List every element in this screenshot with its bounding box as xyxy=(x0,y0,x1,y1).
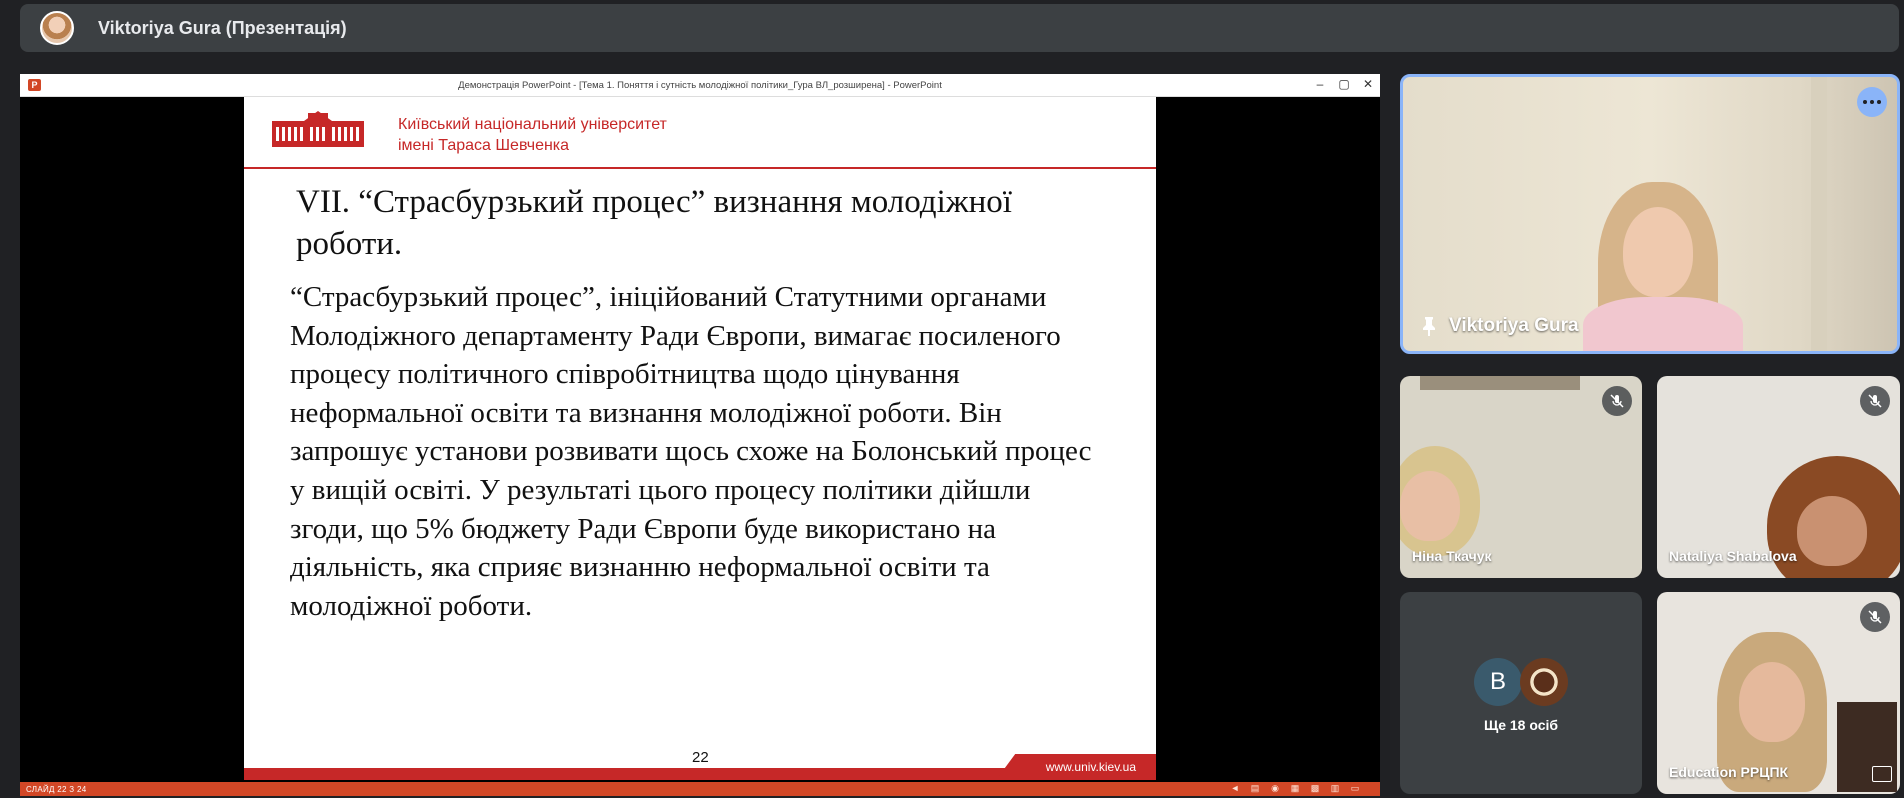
participant-face xyxy=(1623,207,1693,297)
more-options-icon[interactable] xyxy=(1857,87,1887,117)
prev-icon[interactable]: ◄ xyxy=(1230,783,1240,793)
picture-in-picture-icon[interactable] xyxy=(1872,766,1892,782)
reading-view-icon[interactable]: ▥ xyxy=(1330,783,1340,793)
participant-face xyxy=(1400,471,1460,541)
ppt-window-title: Демонстрація PowerPoint - [Тема 1. Поняття і сутність молодіжної політики_Гура ВЛ_розширена] - PowerPoint xyxy=(458,79,942,91)
minimize-button[interactable]: – xyxy=(1316,77,1324,91)
participant-tile-main[interactable] xyxy=(1400,74,1900,354)
participant-tile-education[interactable] xyxy=(1657,592,1900,794)
slideshow-icon[interactable]: ▭ xyxy=(1350,783,1360,793)
slide-footer-url: www.univ.kiev.ua xyxy=(1045,760,1136,774)
participant-tile-others[interactable] xyxy=(1400,592,1642,794)
window-frame xyxy=(1811,77,1827,354)
participant-face xyxy=(1739,662,1805,742)
window-controls xyxy=(1314,77,1374,91)
mic-off-icon xyxy=(1860,386,1890,416)
participant-tile-nina[interactable] xyxy=(1400,376,1642,578)
university-name-line2: імені Тараса Шевченка xyxy=(398,137,570,154)
participant-name: Education РРЦПК xyxy=(1669,764,1789,780)
presenter-bar xyxy=(20,4,1899,52)
ppt-titlebar xyxy=(20,74,1380,97)
ppt-statusbar xyxy=(20,782,1380,796)
powerpoint-icon: P xyxy=(28,79,41,91)
participant-face xyxy=(1797,496,1867,566)
participant-tile-nataliya[interactable] xyxy=(1657,376,1900,578)
notes-icon[interactable]: ▤ xyxy=(1250,783,1260,793)
slide-header xyxy=(244,97,1156,169)
sorter-view-icon[interactable]: ▩ xyxy=(1310,783,1320,793)
university-name-line1: Київський національний університет xyxy=(398,116,667,133)
maximize-button[interactable]: ▢ xyxy=(1338,77,1350,91)
participant-name: Viktoriya Gura xyxy=(1449,315,1579,336)
mic-off-icon xyxy=(1860,602,1890,632)
more-participants-label: Ще 18 осіб xyxy=(1483,717,1559,733)
presenter-avatar xyxy=(40,11,74,45)
info-icon[interactable]: ◉ xyxy=(1271,783,1279,793)
slide-body: “Страсбурзький процес”, ініційований Статутними органами Молодіжного департаменту Ради Європи, вимагає посиленого процесу політичного співробітництва щодо цінування неформальної освіти та визнання молодіжної роботи. Він запрошує установи розвивати щось схоже на Болонський процес у вищій освіті. У результаті цього процесу політики дійшли згоди, що 5% бюджету Ради Європи буде використано на діяльність, яка сприяє визнанню неформальної освіти та молодіжної роботи. xyxy=(290,281,1092,622)
slide-title: VII. “Страсбурзький процес” визнання молодіжної роботи. xyxy=(296,184,1012,262)
pin-icon[interactable] xyxy=(1419,315,1439,337)
close-button[interactable]: ✕ xyxy=(1362,77,1374,91)
participant-name: Nataliya Shabalova xyxy=(1669,548,1797,564)
status-icons xyxy=(1230,783,1360,793)
background-frame xyxy=(1420,376,1580,390)
normal-view-icon[interactable]: ▦ xyxy=(1290,783,1300,793)
slide-number: 22 xyxy=(692,749,709,766)
presenter-title: Viktoriya Gura (Презентація) xyxy=(98,17,347,38)
participant-name: Ніна Ткачук xyxy=(1412,548,1492,564)
participant-avatar-heart xyxy=(1520,658,1568,706)
slide-counter: СЛАЙД 22 З 24 xyxy=(26,784,87,794)
participant-shoulders xyxy=(1583,297,1743,354)
slide[interactable] xyxy=(244,97,1156,780)
mic-off-icon xyxy=(1602,386,1632,416)
university-name xyxy=(398,114,667,156)
powerpoint-window xyxy=(20,74,1380,796)
university-logo xyxy=(272,111,364,149)
participant-avatar-b: B xyxy=(1474,658,1522,706)
